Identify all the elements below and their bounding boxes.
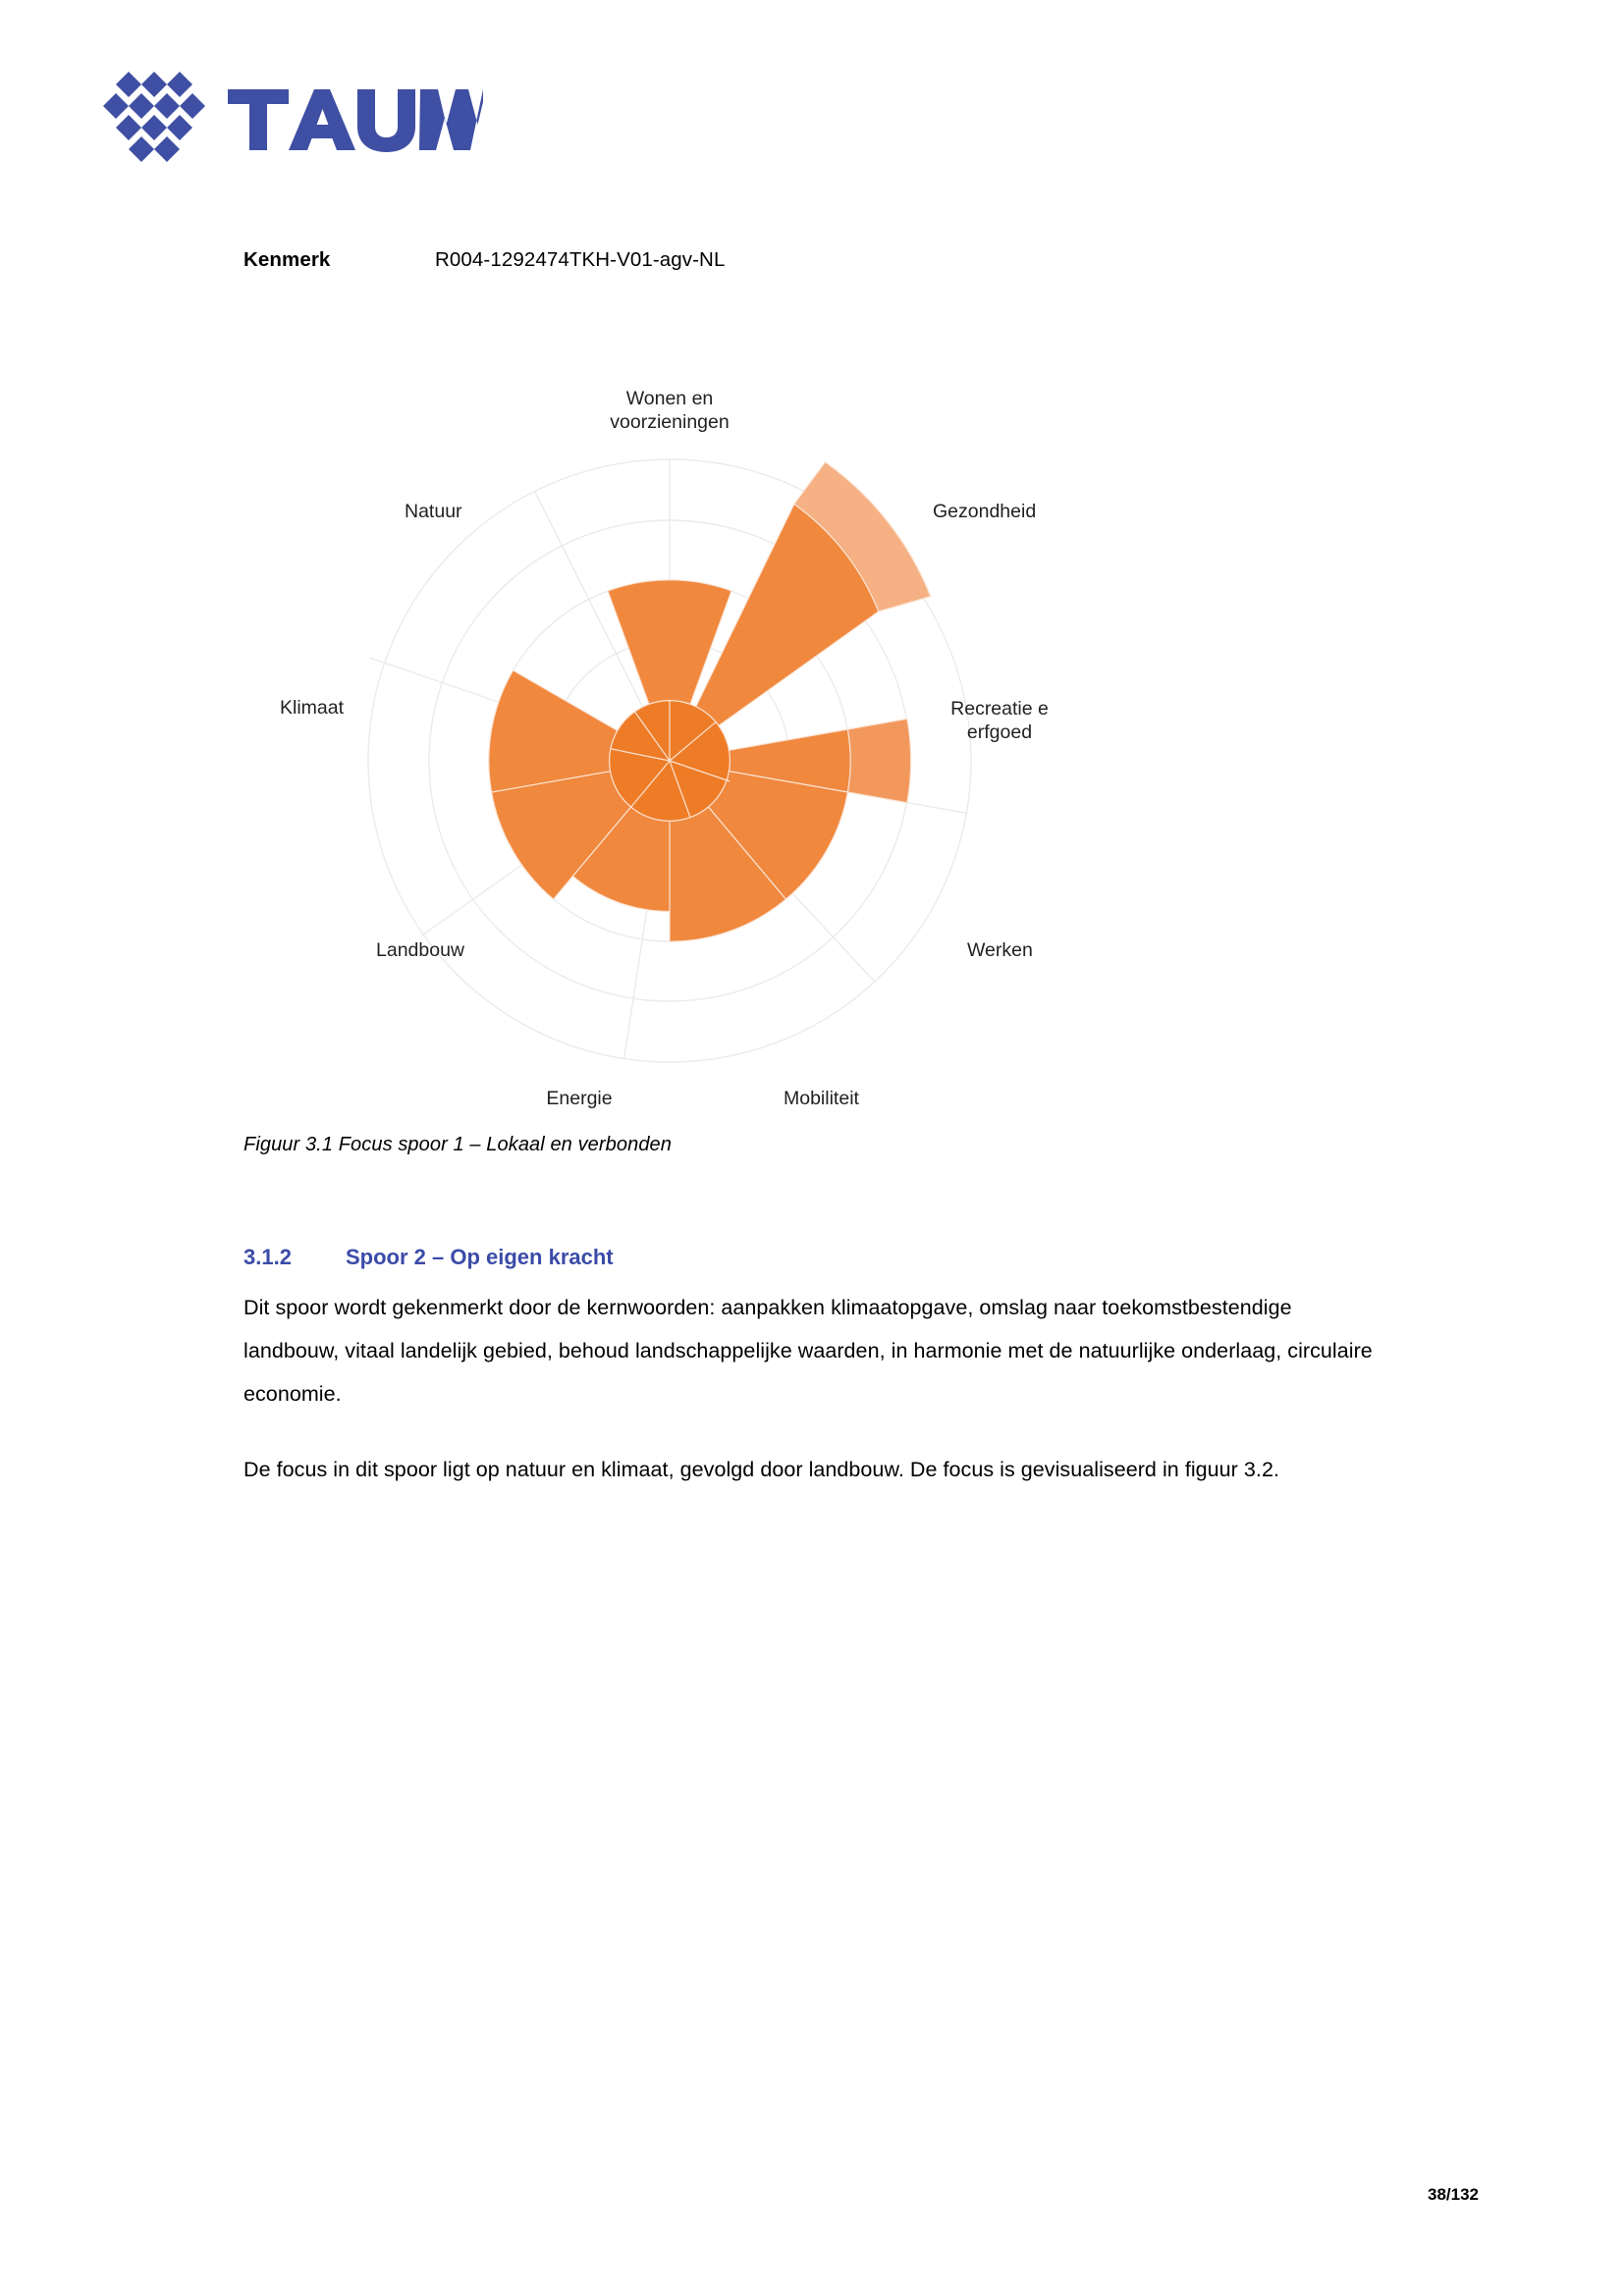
axis-label-wonen-line2: voorzieningen (610, 411, 730, 433)
figure-caption: Figuur 3.1 Focus spoor 1 – Lokaal en verbonden (244, 1134, 672, 1155)
section-heading (244, 1245, 614, 1270)
tauw-chevron-mark-icon (96, 67, 212, 173)
kenmerk-value: R004-1292474TKH-V01-agv-NL (435, 248, 726, 271)
axis-label-landbouw: Landbouw (376, 939, 464, 961)
axis-label-energie: Energie (546, 1088, 613, 1109)
body-paragraph-2-wrap (244, 1448, 1392, 1491)
axis-label-klimaat: Klimaat (280, 697, 345, 719)
axis-label-recreatie-line1: Recreatie e (950, 698, 1049, 720)
axis-label-gezondheid: Gezondheid (933, 501, 1037, 522)
axis-label-wonen-line1: Wonen en (625, 388, 714, 409)
body-paragraph-1: Dit spoor wordt gekenmerkt door de kernwoorden: aanpakken klimaatopgave, omslag naar toekomstbestendige landbouw, vitaal landelijk gebied, behoud landschappelijke waarden, in harmonie met de natuurlijke onderlaag, circulaire economie. (244, 1296, 1373, 1406)
body-paragraph-1-wrap (244, 1286, 1392, 1415)
axis-label-werken: Werken (967, 939, 1033, 961)
rose-chart-svg (187, 353, 1286, 1139)
sector-recreatie-outer (847, 719, 910, 802)
axis-label-mobiliteit: Mobiliteit (784, 1088, 859, 1109)
tauw-wordmark (228, 83, 483, 156)
figure-rose-chart (187, 353, 1286, 1139)
axis-label-recreatie-line2: erfgoed (966, 721, 1033, 743)
section-number: 3.1.2 (244, 1245, 292, 1269)
body-paragraph-2: De focus in dit spoor ligt op natuur en klimaat, gevolgd door landbouw. De focus is gevisualiseerd in figuur 3.2. (244, 1458, 1279, 1481)
kenmerk-label: Kenmerk (244, 248, 331, 271)
axis-label-natuur: Natuur (405, 501, 462, 522)
chart-sectors (489, 462, 931, 942)
brand-logo (96, 67, 483, 173)
page-number: 38/132 (1428, 2185, 1479, 2204)
kenmerk-row (244, 248, 725, 272)
section-title: Spoor 2 – Op eigen kracht (346, 1245, 614, 1269)
